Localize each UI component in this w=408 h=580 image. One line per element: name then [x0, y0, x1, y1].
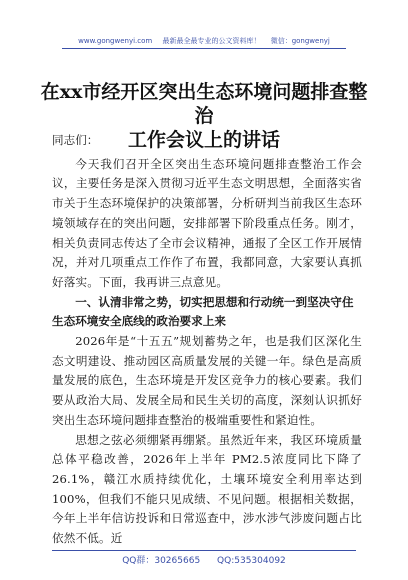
page-footer	[0, 553, 408, 566]
site-banner	[0, 36, 408, 46]
qq-group: QQ群：30265665	[122, 556, 201, 566]
footer-divider	[52, 550, 356, 551]
salutation: 同志们：	[52, 133, 99, 147]
paragraph-awareness: 思想之弦必须绷紧再绷紧。虽然近年来，我区环境质量总体平稳改善，2026年上半年 PM2.5浓度同比下降了 26.1%，赣江水质持续优化，土壤环境安全利用率达到100%，但我们不能只见成绩、不见问题。根据相关数据，今年上半年信访投诉和日常巡查中，涉水涉气涉废问题占比依然不低。近	[52, 432, 362, 546]
paragraph-opening: 今天我们召开全区突出生态环境问题排查整治工作会议，主要任务是深入贯彻习近平生态文明思想，全面落实省市关于生态环境保护的决策部署，分析研判当前我区生态环境领域存在的突出问题，安排部署下阶段重点任务。刚才，相关负责同志传达了全市会议精神，通报了全区工作开展情况，并对几项重点工作作了布置，我都同意，大家要认真抓好落实。下面，我再讲三点意见。	[52, 156, 362, 289]
document-body	[52, 131, 362, 549]
header-divider	[62, 48, 346, 49]
site-link[interactable]: www.gongwenyi.com	[78, 37, 153, 45]
section-heading-1: 一、认清非常之势，切实把思想和行动统一到坚决守住生态环境安全底线的政治要求上来	[52, 294, 354, 329]
title-line-2: 工作会议上的讲话	[127, 129, 280, 151]
qq-number: QQ:535304092	[217, 556, 286, 566]
wechat-id: 微信：gongwenyj	[270, 37, 330, 45]
site-slogan: 最新最全最专业的公文资料库！	[162, 37, 261, 45]
paragraph-context: 2026年是“十五五”规划蓄势之年，也是我们区深化生态文明建设、推动园区高质量发展的关键一年。绿色是高质量发展的底色，生态环境是开发区竞争力的核心要素。我们要从政治大局、发展全局和民生关切的高度，深刻认识抓好突出生态环境问题排查整治的极端重要性和紧迫性。	[52, 334, 362, 427]
title-line-1: 在xx市经开区突出生态环境问题排查整治	[40, 81, 368, 127]
